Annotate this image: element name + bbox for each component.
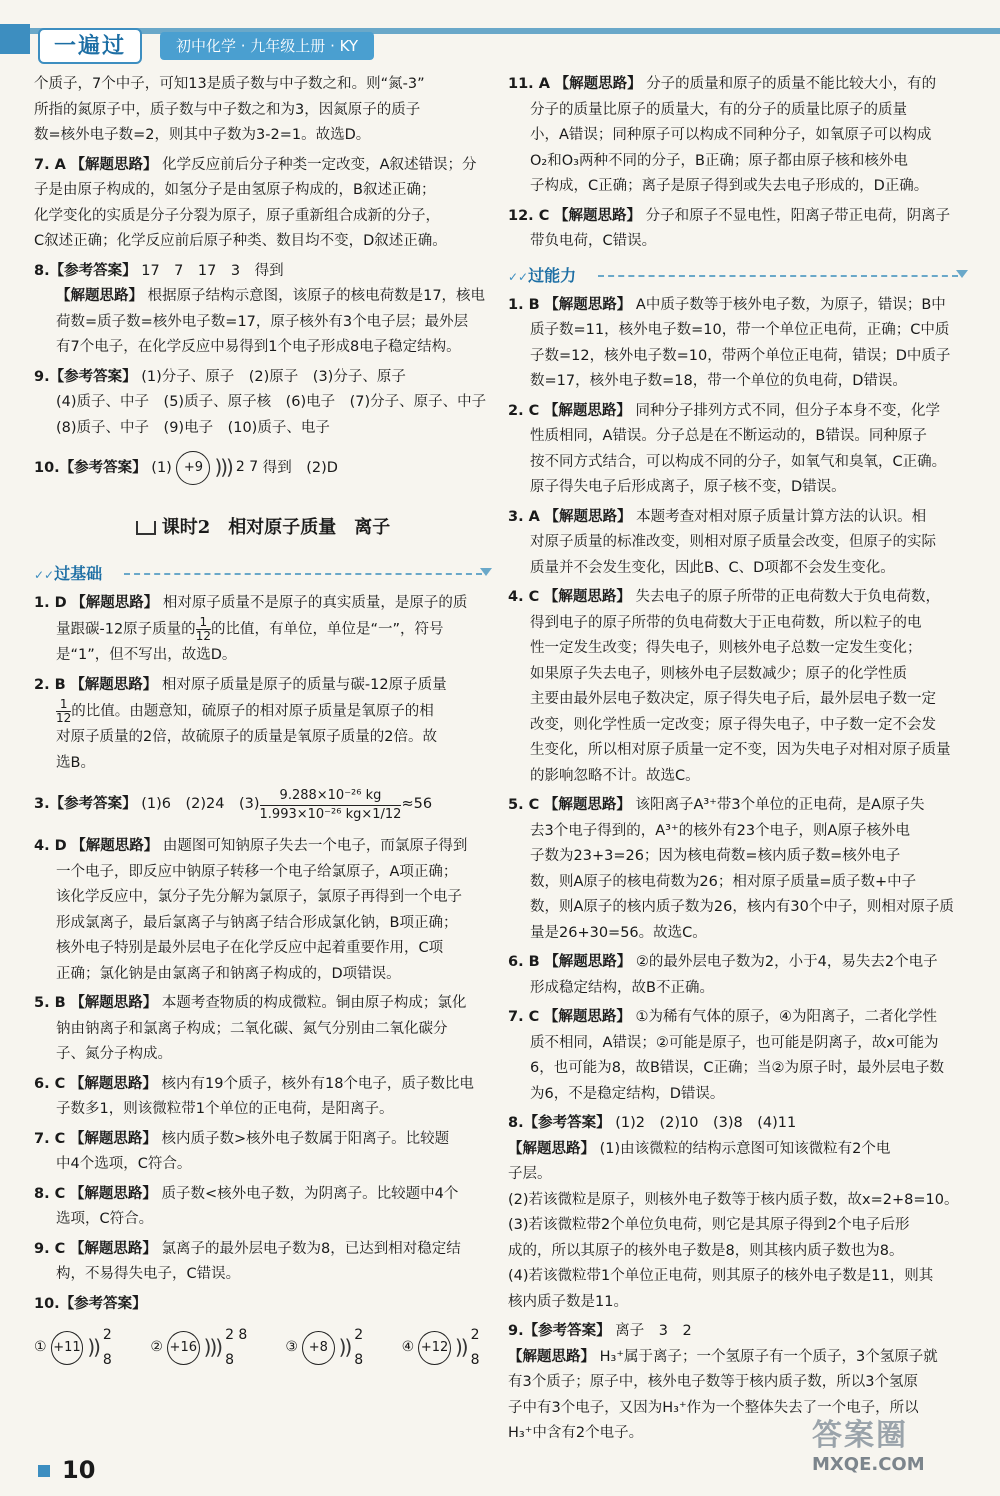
fraction [56,698,71,725]
shell-electrons: 2 8 [354,1326,364,1368]
text-line: 质不相同，A错误；②可能是原子，也可能是阴离子，故x可能为 [530,1034,939,1051]
text-line: 相对原子质量是原子的质量与碳-12原子质量 [161,676,447,693]
basic-question-10 [34,1292,492,1372]
question-11 [508,72,968,200]
text-line: (2)若该微粒是原子，则核外电子数等于核内质子数，故x=2+8=10。 [508,1191,959,1208]
text-line: 原子得失电子后形成离子，原子核不变，D错误。 [530,479,846,495]
text-line: 对原子质量的标准改变，则相对原子质量会改变，但原子的实际 [530,534,936,550]
page-header [0,0,1000,70]
book-icon [136,521,156,535]
text-line: 的影响忽略不计。故选C。 [530,767,700,784]
question-number: 6. B [508,954,540,970]
solution-tag: 【解题思路】 [508,1140,595,1157]
answer-tag: 【参考答案】 [59,460,147,476]
question-7 [34,153,492,255]
text-line: 子数=12，核外电子数=10，带两个单位正电荷，错误；D中质子 [530,347,951,364]
basic-question-2 [34,673,492,777]
question-number: 5. C [508,797,540,813]
lesson-title [34,515,492,541]
text-line: 去3个电子得到的，A³⁺的核外有23个电子，则A原子核外电 [530,822,910,839]
band-divider [598,275,958,277]
question-9 [34,365,492,442]
text-line: 核外电子特别是最外层电子在化学反应中起着重要作用，C项 [56,940,444,956]
fraction [196,616,211,643]
shell-electrons: 2 8 [470,1326,480,1368]
nucleus-circle: +16 [167,1331,200,1365]
text-line: H₃⁺属于离子；一个氢原子有一个质子，3个氢原子就 [599,1348,938,1365]
text-line: 构，不易得失电子，C错误。 [56,1266,241,1282]
text-line: 子中有3个电子，又因为H₃⁺作为一个整体失去了一个电子，所以 [508,1399,919,1416]
text-line: ②的最外层电子数为2，小于4，易失去2个电子 [635,954,938,970]
header-block [0,24,30,54]
section-band-basic [34,559,492,587]
text-line: 中4个选项，C符合。 [56,1156,192,1172]
text-line: 性质相同，A错误。分子总是在不断运动的，B错误。同种原子 [530,428,927,444]
text-line: 选B。 [56,754,95,771]
shell-arcs-icon: )) [87,1335,99,1360]
answer-tag: 【参考答案】 [49,262,137,279]
basic-question-7 [34,1127,492,1178]
text-line: 该化学反应中，氯分子先分解为氯原子，氯原子再得到一个电子 [56,889,462,905]
text-line: 本题考查物质的构成微粒。铜由原子构成；氯化 [161,995,467,1011]
fraction-denominator: 1.993×10⁻²⁶ kg×1/12 [259,806,402,822]
text-line: 由题图可知钠原子失去一个电子，而氯原子得到 [162,838,468,854]
question-number: 5. B [34,995,66,1011]
atom-diagram [176,451,258,485]
question-8 [34,259,492,361]
solution-tag: 【解题思路】 [544,954,632,970]
text-line: 改变，则化学性质一定改变；原子得失电子，中子数一定不会发 [530,716,936,733]
text-line: 子、氮分子构成。 [56,1046,172,1062]
question-number: 3. A [508,508,540,525]
nucleus-circle: +8 [302,1331,335,1365]
question-number: 7. C [508,1009,540,1025]
nucleus-circle: +11 [51,1331,84,1365]
text-line: 核内有19个质子，核外有18个电子，质子数比电 [161,1075,474,1092]
question-number: 4. C [508,589,540,605]
text-line: 质量并不会发生变化，因此B、C、D项都不会发生变化。 [530,559,895,576]
atom-diagram [150,1323,259,1374]
text-line: 量跟碳-12原子质量的 [56,621,196,638]
text-line: C叙述正确；化学反应前后原子种类、数目均不变，D叙述正确。 [34,233,447,249]
text-line: 分子和原子不显电性，阳离子带正电荷，阴离子 [645,207,951,224]
text-line: 化学反应前后分子种类一定改变，A叙述错误；分 [162,156,477,173]
question-number: 2. B [34,676,66,693]
solution-tag: 【解题思路】 [69,1185,157,1202]
fraction-numerator: 1 [56,698,71,712]
ability-question-7 [508,1005,968,1107]
solution-tag: 【解题思路】 [508,1348,595,1365]
shell-electrons: 2 8 8 [225,1326,248,1368]
intro-line: 数=核外电子数=2，则其中子数为3-2=1。故选D。 [34,127,371,143]
solution-tag: 【解题思路】 [69,1075,157,1092]
part-label: (1) [151,460,172,476]
basic-question-5 [34,991,492,1068]
question-number: 8. [508,1115,524,1131]
solution-tag: 【解题思路】 [554,76,642,92]
text-line: 核内质子数是11。 [508,1293,628,1310]
atom-diagram-row [34,1325,492,1371]
question-number: 11. A [508,76,550,92]
text-line: (4)若该微粒带1个单位正电荷，则其原子的核外电子数是11，则其 [508,1268,934,1284]
text-line: 带负电荷，C错误。 [530,233,657,249]
text-line: 子数为23+3=26；因为核电荷数=核内质子数=核外电子 [530,848,901,864]
text-line: (1)分子、原子 (2)原子 (3)分子、原子 [141,368,406,385]
text-line: 子是由原子构成的，如氢分子是由氢原子构成的，B叙述正确； [34,182,436,198]
basic-question-8 [34,1182,492,1233]
intro-line: 个质子，7个中子，可知13是质子数与中子数之和。则“氮-3” [34,76,425,92]
text-line: 氯离子的最外层电子数为8，已达到相对稳定结 [161,1240,461,1257]
answer-tag: 【参考答案】 [523,1115,611,1131]
calculation-fraction [260,787,402,824]
text-line: H₃⁺中含有2个电子。 [508,1425,644,1441]
text-line: 6，也可能为8，故B错误，C正确；当②为原子时，最外层电子数 [530,1060,945,1076]
text-line: (1)由该微粒的结构示意图可知该微粒有2个电 [599,1140,891,1157]
question-number: 8. C [34,1185,66,1202]
text-line: 如果原子失去电子，则核外电子层数减少；原子的化学性质 [530,665,907,682]
solution-tag: 【解题思路】 [69,1240,157,1257]
text-line: 质子数=11，核外电子数=10，带一个单位正电荷，正确；C中质 [530,322,950,338]
text-line: 正确；氯化钠是由氯离子和钠离子构成的，D项错误。 [56,965,401,982]
question-number: 7. A [34,156,66,173]
solution-tag: 【解题思路】 [70,995,158,1011]
text-line: 失去电子的原子所带的正电荷数大于负电荷数， [635,589,941,605]
text-line: 有7个电子，在化学反应中易得到1个电子形成8电子稳定结构。 [56,339,461,355]
text-line: 性一定发生改变；得失电子，则核外电子总数一定发生变化； [530,640,922,656]
text-line: 根据原子结构示意图，该原子的核电荷数是17，核电 [147,288,486,304]
text-line: 形成氯离子，最后氯离子与钠离子结合形成氯化钠，B项正确； [56,914,458,931]
text-line: 有3个质子；原子中，核外电子数等于核内质子数，所以3个氢原 [508,1374,918,1390]
answer-tag: 【参考答案】 [49,796,137,813]
text-line: 子层。 [508,1166,552,1182]
question-number: 2. C [508,402,540,419]
text-line: 荷数=质子数=核外电子数=17，原子核外有3个电子层；最外层 [56,313,469,330]
text-line: 按不同方式结合，可以构成不同的分子，如氧气和臭氧，C正确。 [530,453,947,470]
shell-electrons: 2 7 [235,459,259,476]
series-logo: 一遍过 [38,28,142,64]
fraction-numerator: 1 [196,616,211,630]
text-line: 是“1”，但不写出，故选D。 [56,647,237,663]
text-line: 对原子质量的2倍，故硫原子的质量是氧原子质量的2倍。故 [56,729,437,745]
text-line: 小，A错误；同种原子可以构成不同种分子，如氧原子可以构成 [530,127,932,143]
atom-diagram [402,1323,492,1374]
text-line: 得到电子的原子所带的负电荷数大于正电荷数，所以粒子的电 [530,614,922,631]
solution-tag: 【解题思路】 [71,594,159,611]
text-line: 数，则A原子的核电荷数为26；相对原子质量=质子数+中子 [530,873,917,890]
text-line: 生变化，所以相对原子质量一定不变，因为失电子对相对原子质量 [530,742,951,758]
solution-tag: 【解题思路】 [71,838,159,854]
text-line: 形成稳定结构，故B不正确。 [530,979,714,996]
text-line: 主要由最外层电子数决定，原子得失电子后，最外层电子数一定 [530,691,936,707]
triangle-icon [956,270,968,278]
shell-arcs-icon: ))) [203,1335,222,1360]
answer-tag: 【参考答案】 [49,368,137,385]
text-line: 相对原子质量不是原子的真实质量，是原子的质 [162,594,468,611]
question-number: 9. C [34,1240,66,1257]
basic-question-3 [34,780,492,830]
left-column [34,72,492,1371]
question-number: 12. C [508,207,550,224]
question-number: 1. D [34,594,67,611]
text-line: 化学变化的实质是分子分裂为原子，原子重新组合成新的分子， [34,207,440,224]
shell-arcs-icon: )) [454,1335,467,1360]
ability-question-6 [508,950,968,1001]
text-line: 同种分子排列方式不同，但分子本身不变，化学 [635,402,941,419]
calculation-result: ≈56 [401,796,433,813]
atom-label: ① [34,1339,47,1356]
watermark-url: MXQE.COM [812,1454,925,1475]
text-line: 质子数<核外电子数，为阴离子。比较题中4个 [161,1185,459,1202]
shell-arcs-icon: ))) [214,455,232,480]
ability-question-5 [508,793,968,946]
atom-diagram [285,1323,375,1374]
atom-label: ④ [401,1339,415,1356]
solution-tag: 【解题思路】 [56,288,143,304]
text-line: 为6，不是稳定结构，D错误。 [530,1085,725,1102]
text-line: O₂和O₃两种不同的分子，B正确；原子都由原子核和核外电 [530,152,908,169]
solution-tag: 【解题思路】 [554,207,641,224]
band-label: ✓✓ 过基础 [34,561,102,589]
answer-tag: 【参考答案】 [59,1295,147,1312]
fraction-numerator: 9.288×10⁻²⁶ kg [260,787,402,806]
answer-text: 17 7 17 3 得到 [141,262,284,279]
basic-question-1 [34,591,492,669]
solution-tag: 【解题思路】 [69,1130,157,1147]
question-number: 10. [34,460,60,476]
question-number: 3. [34,796,50,813]
text-line: 的比值，有单位，单位是“一”，符号 [210,621,444,638]
text-line: 一个电子，即反应中钠原子转移一个电子给氯原子，A项正确； [56,863,458,880]
text-line: 子数多1，则该微粒带1个单位的正电荷，是阳离子。 [56,1101,394,1117]
question-number: 10. [34,1295,60,1312]
basic-question-4 [34,834,492,987]
text-line: (3)若该微粒带2个单位负电荷，则它是其原子得到2个电子后形 [508,1217,910,1233]
question-number: 7. C [34,1130,66,1147]
question-number: 9. [34,368,50,385]
shell-arcs-icon: )) [338,1335,351,1360]
answer-text: 得到 (2)D [262,460,338,476]
triangle-icon [480,568,492,576]
text-line: 钠由钠离子和氯离子构成；二氧化碳、氮气分别由二氧化碳分 [56,1020,448,1037]
atom-label: ② [150,1339,163,1356]
intro-line: 所指的氮原子中，质子数与中子数之和为3，因氮原子的质子 [34,101,421,118]
shell-electrons: 2 8 [102,1326,112,1368]
solution-tag: 【解题思路】 [544,296,632,313]
ability-question-2 [508,399,968,501]
header-bar [0,28,1000,34]
basic-question-9 [34,1237,492,1288]
text-line: 数，则A原子的核内质子数为26，核内有30个中子，则相对原子质 [530,899,954,915]
text-line: 该阳离子A³⁺带3个单位的正电荷，是A原子失 [635,797,925,813]
site-watermark [812,1410,992,1490]
answer-text: (1)2 (2)10 (3)8 (4)11 [615,1115,797,1131]
text-line: 的比值。由题意知，硫原子的相对原子质量是氧原子的相 [71,703,434,720]
band-label: ✓✓ 过能力 [508,263,576,291]
ability-question-3 [508,505,968,582]
question-10 [34,451,492,485]
question-number: 4. D [34,838,67,854]
text-line: (4)质子、中子 (5)质子、原子核 (6)电子 (7)分子、原子、中子 [56,394,487,410]
text-line: ①为稀有气体的原子，④为阳离子，二者化学性 [635,1009,938,1025]
question-number: 8. [34,262,50,279]
solution-tag: 【解题思路】 [543,589,631,605]
fraction-denominator: 12 [195,629,211,643]
basic-question-6 [34,1072,492,1123]
subject-label: 初中化学 · 九年级上册 · KY [160,32,374,60]
lesson-title-text: 课时2 相对原子质量 离子 [161,517,391,538]
text-line: 本题考查对相对原子质量计算方法的认识。相 [636,508,927,525]
question-number: 1. B [508,296,540,313]
band-divider [124,573,482,575]
text-line: 核内质子数>核外电子数属于阳离子。比较题 [161,1130,450,1147]
nucleus-circle: +9 [176,451,210,485]
text-line: A中质子数等于核外电子数，为原子，错误；B中 [635,296,946,313]
ability-question-4 [508,585,968,789]
atom-label: ③ [285,1339,298,1356]
solution-tag: 【解题思路】 [543,1009,631,1025]
text-line: 分子的质量比原子的质量大，有的分子的质量比原子的质量 [530,101,907,118]
watermark-text: 答案圈 [812,1418,908,1453]
text-line: (8)质子、中子 (9)电子 (10)质子、电子 [56,419,330,436]
question-12 [508,204,968,255]
solution-tag: 【解题思路】 [543,797,631,813]
solution-tag: 【解题思路】 [543,402,631,419]
answer-text: 离子 3 2 [615,1323,692,1339]
solution-tag: 【解题思路】 [544,508,632,525]
solution-tag: 【解题思路】 [70,156,158,173]
nucleus-circle: +12 [418,1331,451,1365]
atom-diagram [34,1323,124,1374]
solution-tag: 【解题思路】 [70,676,158,693]
text-line: 选项，C符合。 [56,1211,154,1227]
text-line: 分子的质量和原子的质量不能比较大小，有的 [646,76,937,92]
text-line: 成的，所以其原子的核外电子数是8，则其核内质子数也为8。 [508,1242,904,1259]
fraction-denominator: 12 [56,711,72,725]
text-line: 数=17，核外电子数=18，带一个单位的负电荷，D错误。 [530,373,907,389]
page-number: 10 [38,1456,95,1484]
right-column [508,72,968,1447]
text-line: 子构成，C正确；离子是原子得到或失去电子形成的，D正确。 [530,178,929,194]
section-band-ability [508,261,968,289]
answer-tag: 【参考答案】 [523,1323,611,1339]
text-line: 量是26+30=56。故选C。 [530,924,707,941]
answer-text: (1)6 (2)24 (3) [141,796,260,813]
ability-question-1 [508,293,968,395]
question-number: 6. C [34,1075,66,1092]
ability-question-8 [508,1111,968,1315]
question-number: 9. [508,1323,524,1339]
